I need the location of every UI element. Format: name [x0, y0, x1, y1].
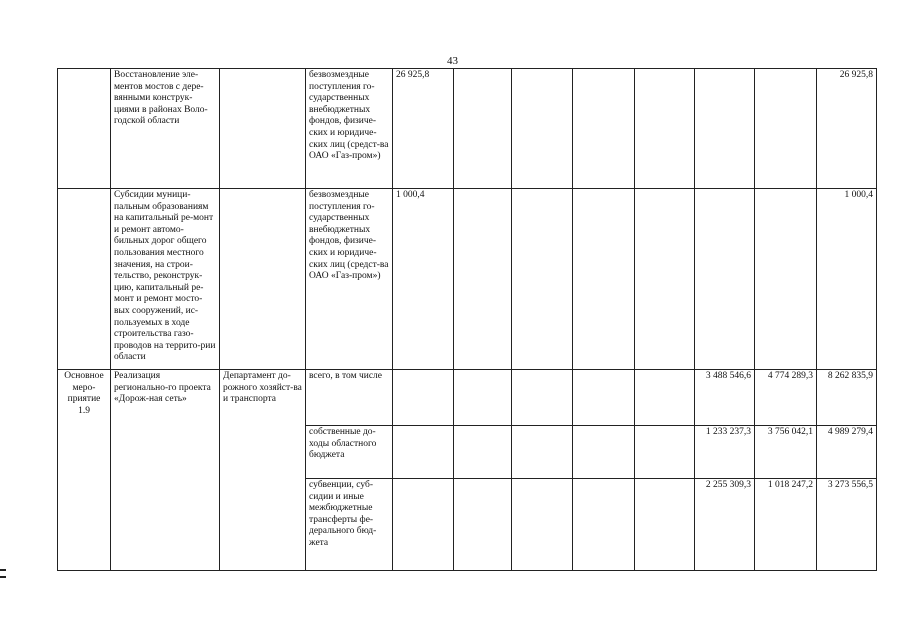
- funding-source-cell: собственные до-ходы областного бюджета: [306, 426, 393, 479]
- empty-cell: [454, 69, 512, 189]
- empty-cell: [454, 370, 512, 426]
- empty-cell: [573, 370, 635, 426]
- empty-cell: [573, 426, 635, 479]
- empty-cell: [635, 370, 695, 426]
- activity-type-cell: [58, 69, 111, 189]
- scan-edge-mark: [0, 569, 6, 578]
- total-value-cell: 8 262 835,9: [817, 370, 877, 426]
- empty-cell: [635, 189, 695, 370]
- empty-cell: [512, 69, 573, 189]
- value-cell: 2 255 309,3: [695, 479, 755, 571]
- funding-source-cell: всего, в том числе: [306, 370, 393, 426]
- value-cell: 3 488 546,6: [695, 370, 755, 426]
- value-cell: 1 000,4: [393, 189, 454, 370]
- funding-source-cell: субвенции, суб-сидии и иные межбюджетные трансферты фе-дерального бюд-жета: [306, 479, 393, 571]
- activity-type-cell: [58, 189, 111, 370]
- executor-cell: Департамент до-рожного хозяйст-ва и транспорта: [220, 370, 306, 571]
- value-cell: 4 774 289,3: [755, 370, 817, 426]
- value-cell: [695, 189, 755, 370]
- executor-cell: [220, 69, 306, 189]
- empty-cell: [512, 189, 573, 370]
- empty-cell: [635, 426, 695, 479]
- empty-cell: [454, 426, 512, 479]
- empty-cell: [512, 479, 573, 571]
- empty-cell: [573, 479, 635, 571]
- total-value-cell: 4 989 279,4: [817, 426, 877, 479]
- empty-cell: [635, 479, 695, 571]
- total-value-cell: 26 925,8: [817, 69, 877, 189]
- activity-name-cell: Восстановление эле-ментов мостов с дере-вянными конструк-циями в районах Воло-годской области: [111, 69, 220, 189]
- table-row: [58, 189, 877, 370]
- value-cell: [393, 426, 454, 479]
- empty-cell: [512, 370, 573, 426]
- value-cell: 1 018 247,2: [755, 479, 817, 571]
- page-number: 43: [447, 55, 458, 67]
- executor-cell: [220, 189, 306, 370]
- value-cell: 26 925,8: [393, 69, 454, 189]
- value-cell: 1 233 237,3: [695, 426, 755, 479]
- empty-cell: [454, 479, 512, 571]
- value-cell: [393, 370, 454, 426]
- empty-cell: [573, 189, 635, 370]
- budget-table: [57, 68, 877, 571]
- funding-source-cell: безвозмездные поступления го-сударственных внебюджетных фондов, физиче-ских и юридиче-ских лиц (средст-ва ОАО «Газ-пром»): [306, 69, 393, 189]
- empty-cell: [512, 426, 573, 479]
- funding-source-cell: безвозмездные поступления го-сударственных внебюджетных фондов, физиче-ских и юридиче-ских лиц (средст-ва ОАО «Газ-пром»): [306, 189, 393, 370]
- value-cell: 3 756 042,1: [755, 426, 817, 479]
- total-value-cell: 3 273 556,5: [817, 479, 877, 571]
- value-cell: [755, 189, 817, 370]
- activity-name-cell: Реализация регионально-го проекта «Дорож-ная сеть»: [111, 370, 220, 571]
- empty-cell: [635, 69, 695, 189]
- activity-type-cell: Основное меро-приятие 1.9: [58, 370, 111, 571]
- table-row: [58, 370, 877, 426]
- value-cell: [695, 69, 755, 189]
- empty-cell: [454, 189, 512, 370]
- table-row: [58, 69, 877, 189]
- value-cell: [393, 479, 454, 571]
- value-cell: [755, 69, 817, 189]
- empty-cell: [573, 69, 635, 189]
- activity-name-cell: Субсидии муници-пальным образованиям на капитальный ре-монт и ремонт автомо-бильных дорог общего пользования местного значения, на строи-тельство, реконструк-цию, капитальный ре-монт и ремонт мосто-вых сооружений, ис-пользуемых в ходе строительства газо-проводов на террито-рии области: [111, 189, 220, 370]
- total-value-cell: 1 000,4: [817, 189, 877, 370]
